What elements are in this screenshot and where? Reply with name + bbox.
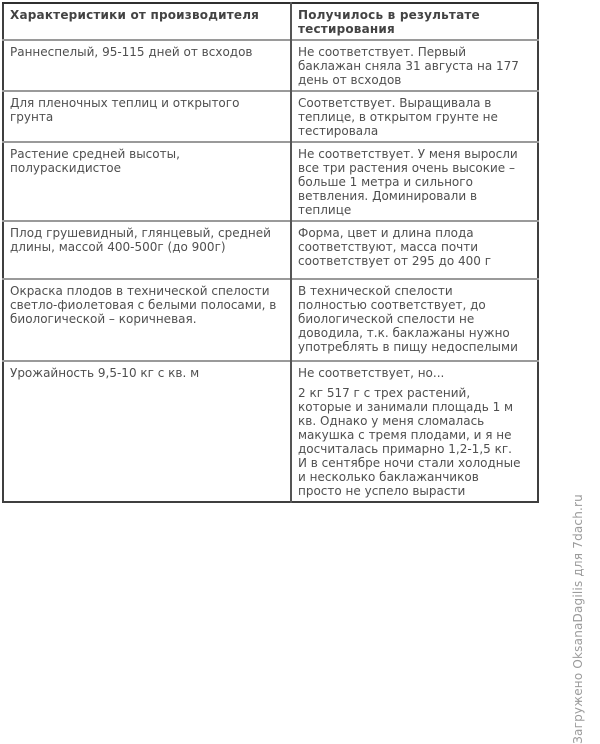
result-yield-paragraph-2: 2 кг 517 г с трех растений, которые и занимали площадь 1 м кв. Однако у меня сломалась макушка с тремя плодами, и я не досчиталась примарно 1,2-1,5 кг. И в сентябре ночи стали холодные и несколько баклажанчиков просто не успело вырасти [298,386,521,498]
cell-result-fruit: Форма, цвет и длина плода соответствуют, масса почти соответствует от 295 до 400 г [291,221,538,279]
cell-result-yield [291,361,538,502]
cell-result-growing-place: Соответствует. Выращивала в теплице, в открытом грунте не тестировала [291,91,538,142]
cell-result-color: В технической спелости полностью соответствует, до биологической спелости не доводила, т.к. баклажаны нужно употреблять в пищу недоспелыми [291,279,538,361]
cell-manufacturer-color: Окраска плодов в технической спелости светло-фиолетовая с белыми полосами, в биологической – коричневая. [3,279,291,361]
cell-manufacturer-ripening: Раннеспелый, 95-115 дней от всходов [3,40,291,91]
table-row-ripening [3,40,538,91]
column-header-manufacturer: Характеристики от производителя [10,8,260,22]
watermark: Загружено OksanaDagilis для 7dach.ru [571,494,585,744]
cell-manufacturer-growing-place: Для пленочных теплиц и открытого грунта [3,91,291,142]
column-header-test-result: Получилось в результате тестирования [291,3,538,40]
table-header-row [3,3,538,40]
table-row-growing-place [3,91,538,142]
result-yield-paragraph-1: Не соответствует, но... [298,366,445,380]
table-row-color [3,279,538,361]
cell-manufacturer-plant-height: Растение средней высоты, полураскидистое [3,142,291,221]
cell-result-plant-height: Не соответствует. У меня выросли все три растения очень высокие – больше 1 метра и сильного ветвления. Доминировали в теплице [291,142,538,221]
cell-result-ripening: Не соответствует. Первый баклажан сняла 31 августа на 177 день от всходов [291,40,538,91]
table-row-yield [3,361,538,502]
table-row-fruit [3,221,538,279]
cell-manufacturer-fruit: Плод грушевидный, глянцевый, средней длины, массой 400-500г (до 900г) [3,221,291,279]
characteristics-table [2,2,539,503]
table-row-plant-height [3,142,538,221]
cell-manufacturer-yield: Урожайность 9,5-10 кг с кв. м [3,361,291,502]
